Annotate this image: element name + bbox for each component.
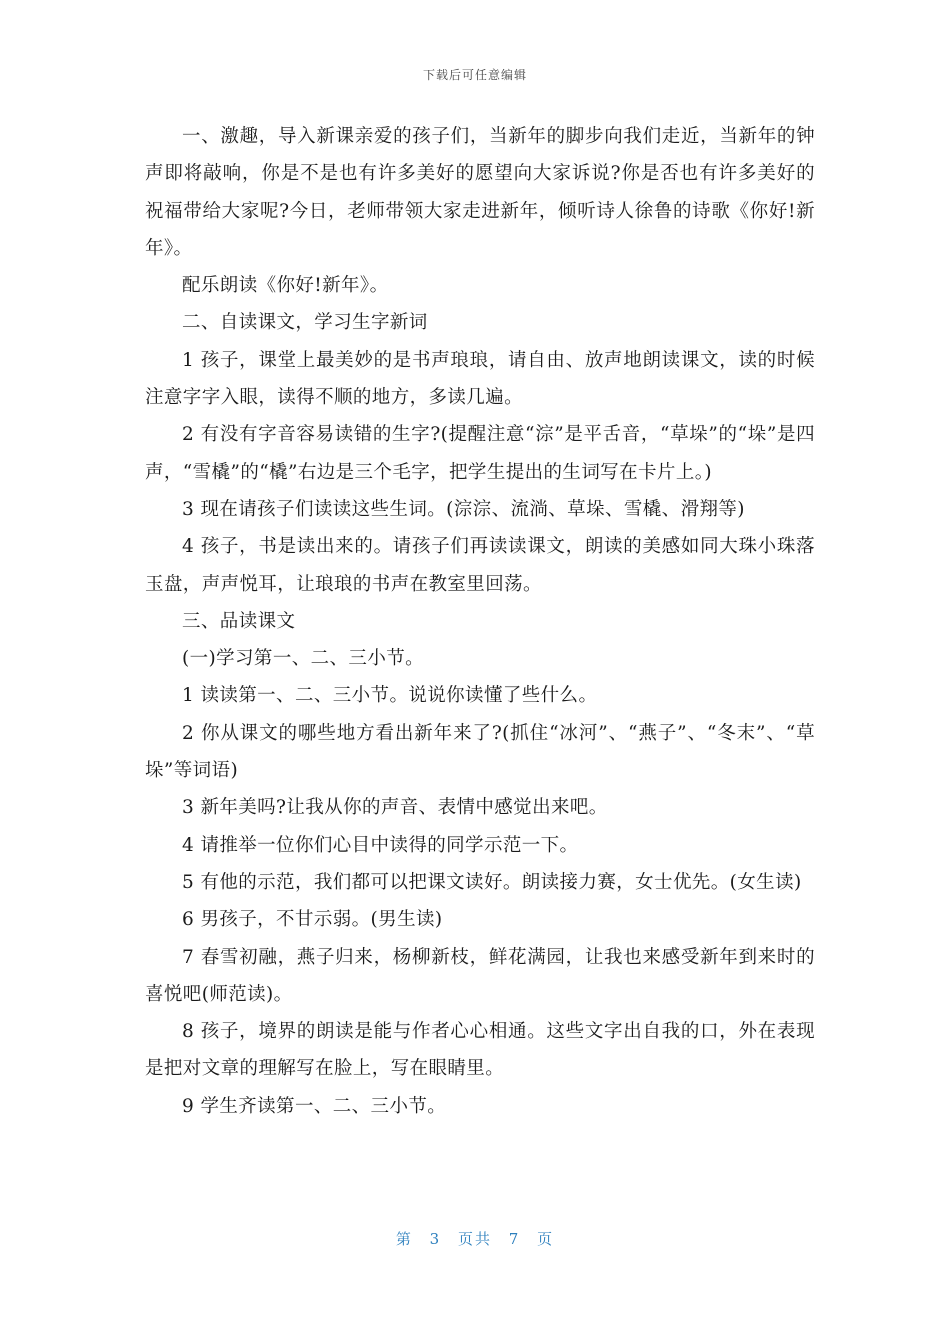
paragraph: 5 有他的示范，我们都可以把课文读好。朗读接力赛，女士优先。(女生读) [182,871,802,893]
paragraph: 一、激趣，导入新课亲爱的孩子们，当新年的脚步向我们走近，当新年的钟声即将敲响，你是不是也有许多美好的愿望向大家诉说?你是否也有许多美好的祝福带给大家呢?今日，老师带领大家走进新年，倾听诗人徐鲁的诗歌《你好!新年》。 [145,126,815,259]
document-body [145,118,815,1125]
section-heading: 三、品读课文 [182,610,296,632]
page-number-footer: 第 3 页共 7 页 [395,1230,555,1248]
paragraph: 配乐朗读《你好!新年》。 [182,275,389,297]
paragraph: 1 孩子，课堂上最美妙的是书声琅琅，请自由、放声地朗读课文，读的时候注意字字入眼，读得不顺的地方，多读几遍。 [145,349,815,409]
paragraph: 3 现在请孩子们读读这些生词。(淙淙、流淌、草垛、雪橇、滑翔等) [182,498,745,520]
paragraph: 2 有没有字音容易读错的生字?(提醒注意“淙”是平舌音，“草垛”的“垛”是四声，“雪橇”的“橇”右边是三个毛字，把学生提出的生词写在卡片上。) [145,424,815,483]
section-heading: 二、自读课文，学习生字新词 [182,312,428,334]
page-header-note: 下载后可任意编辑 [422,68,527,82]
paragraph: 1 读读第一、二、三小节。说说你读懂了些什么。 [182,685,598,707]
paragraph: 2 你从课文的哪些地方看出新年来了?(抓住“冰河”、“燕子”、“冬末”、“草垛”等词语) [145,722,815,782]
paragraph: 3 新年美吗?让我从你的声音、表情中感觉出来吧。 [182,797,608,819]
paragraph: 4 孩子，书是读出来的。请孩子们再读读课文，朗读的美感如同大珠小珠落玉盘，声声悦耳，让琅琅的书声在教室里回荡。 [145,536,815,595]
paragraph: 7 春雪初融，燕子归来，杨柳新枝，鲜花满园，让我也来感受新年到来时的喜悦吧(师范读)。 [145,946,815,1005]
paragraph: 6 男孩子，不甘示弱。(男生读) [182,909,443,931]
paragraph: 4 请推举一位你们心目中读得的同学示范一下。 [182,834,579,856]
subsection-heading: (一)学习第一、二、三小节。 [182,648,425,670]
paragraph: 8 孩子，境界的朗读是能与作者心心相通。这些文字出自我的口，外在表现是把对文章的理解写在脸上，写在眼睛里。 [145,1021,815,1080]
paragraph: 9 学生齐读第一、二、三小节。 [182,1095,447,1117]
